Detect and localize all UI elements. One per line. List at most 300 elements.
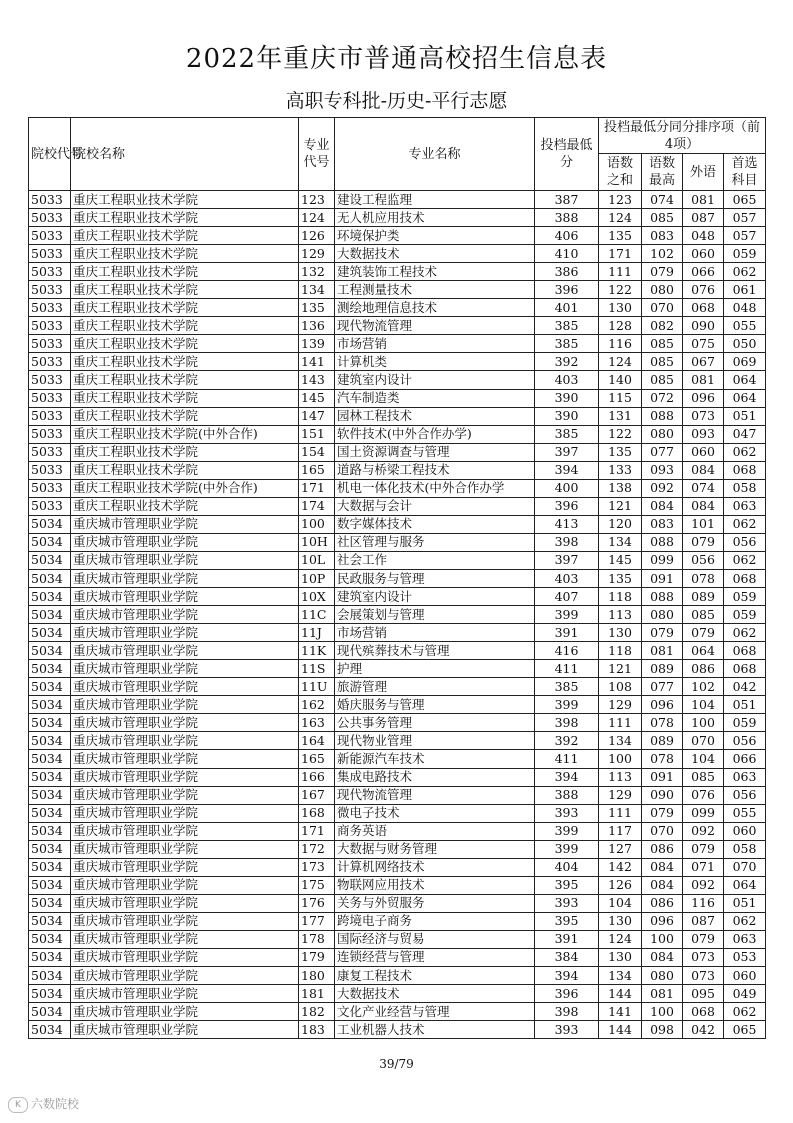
cell-foreign-lang: 104 bbox=[683, 696, 724, 714]
table-row bbox=[29, 407, 766, 425]
table-row bbox=[29, 786, 766, 804]
cell-school-code: 5033 bbox=[29, 425, 71, 443]
cell-major-name: 连锁经营与管理 bbox=[335, 948, 535, 966]
cell-chinese-math-sum: 111 bbox=[599, 804, 642, 822]
cell-major-name: 建筑室内设计 bbox=[335, 588, 535, 606]
cell-chinese-math-sum: 130 bbox=[599, 912, 642, 930]
cell-chinese-math-max: 070 bbox=[642, 299, 683, 317]
cell-first-elective: 066 bbox=[724, 750, 766, 768]
cell-school-name: 重庆城市管理职业学院 bbox=[71, 912, 299, 930]
cell-min-score: 407 bbox=[535, 588, 599, 606]
cell-major-code: 175 bbox=[299, 876, 335, 894]
cell-first-elective: 062 bbox=[724, 1003, 766, 1021]
cell-foreign-lang: 102 bbox=[683, 678, 724, 696]
cell-major-name: 社会工作 bbox=[335, 551, 535, 569]
cell-major-name: 环境保护类 bbox=[335, 227, 535, 245]
cell-chinese-math-max: 085 bbox=[642, 371, 683, 389]
cell-chinese-math-max: 079 bbox=[642, 263, 683, 281]
cell-chinese-math-max: 085 bbox=[642, 353, 683, 371]
cell-school-code: 5033 bbox=[29, 317, 71, 335]
cell-major-name: 建设工程监理 bbox=[335, 191, 535, 209]
cell-major-name: 大数据技术 bbox=[335, 245, 535, 263]
cell-min-score: 386 bbox=[535, 263, 599, 281]
cell-school-name: 重庆工程职业技术学院 bbox=[71, 191, 299, 209]
table-row bbox=[29, 948, 766, 966]
cell-chinese-math-max: 080 bbox=[642, 967, 683, 985]
cell-chinese-math-sum: 144 bbox=[599, 985, 642, 1003]
cell-min-score: 398 bbox=[535, 1003, 599, 1021]
cell-min-score: 403 bbox=[535, 569, 599, 587]
header-first-elective: 首选科目 bbox=[724, 154, 766, 191]
cell-chinese-math-max: 078 bbox=[642, 750, 683, 768]
cell-foreign-lang: 066 bbox=[683, 263, 724, 281]
cell-first-elective: 053 bbox=[724, 948, 766, 966]
cell-chinese-math-sum: 135 bbox=[599, 227, 642, 245]
cell-min-score: 385 bbox=[535, 335, 599, 353]
cell-major-name: 会展策划与管理 bbox=[335, 606, 535, 624]
cell-major-name: 民政服务与管理 bbox=[335, 569, 535, 587]
cell-min-score: 398 bbox=[535, 533, 599, 551]
cell-chinese-math-max: 084 bbox=[642, 948, 683, 966]
cell-major-code: 176 bbox=[299, 894, 335, 912]
cell-school-code: 5033 bbox=[29, 353, 71, 371]
cell-school-name: 重庆工程职业技术学院 bbox=[71, 443, 299, 461]
cell-first-elective: 061 bbox=[724, 281, 766, 299]
cell-school-name: 重庆城市管理职业学院 bbox=[71, 822, 299, 840]
cell-chinese-math-sum: 130 bbox=[599, 624, 642, 642]
cell-major-code: 123 bbox=[299, 191, 335, 209]
cell-school-name: 重庆城市管理职业学院 bbox=[71, 624, 299, 642]
cell-min-score: 411 bbox=[535, 660, 599, 678]
cell-major-name: 建筑装饰工程技术 bbox=[335, 263, 535, 281]
cell-school-name: 重庆城市管理职业学院 bbox=[71, 696, 299, 714]
cell-min-score: 413 bbox=[535, 515, 599, 533]
cell-chinese-math-sum: 138 bbox=[599, 479, 642, 497]
cell-chinese-math-max: 084 bbox=[642, 497, 683, 515]
cell-foreign-lang: 076 bbox=[683, 786, 724, 804]
cell-min-score: 395 bbox=[535, 912, 599, 930]
cell-foreign-lang: 100 bbox=[683, 714, 724, 732]
cell-first-elective: 056 bbox=[724, 786, 766, 804]
cell-school-code: 5034 bbox=[29, 750, 71, 768]
cell-chinese-math-max: 080 bbox=[642, 425, 683, 443]
cell-foreign-lang: 079 bbox=[683, 624, 724, 642]
cell-chinese-math-max: 091 bbox=[642, 569, 683, 587]
cell-first-elective: 056 bbox=[724, 533, 766, 551]
cell-major-name: 微电子技术 bbox=[335, 804, 535, 822]
cell-min-score: 394 bbox=[535, 967, 599, 985]
cell-first-elective: 058 bbox=[724, 479, 766, 497]
cell-chinese-math-max: 082 bbox=[642, 317, 683, 335]
cell-min-score: 385 bbox=[535, 425, 599, 443]
cell-first-elective: 048 bbox=[724, 299, 766, 317]
cell-chinese-math-sum: 124 bbox=[599, 930, 642, 948]
cell-chinese-math-sum: 140 bbox=[599, 371, 642, 389]
cell-chinese-math-sum: 128 bbox=[599, 317, 642, 335]
cell-school-code: 5033 bbox=[29, 245, 71, 263]
table-row bbox=[29, 840, 766, 858]
cell-school-name: 重庆工程职业技术学院(中外合作) bbox=[71, 479, 299, 497]
cell-major-code: 11U bbox=[299, 678, 335, 696]
cell-school-name: 重庆工程职业技术学院 bbox=[71, 263, 299, 281]
cell-first-elective: 050 bbox=[724, 335, 766, 353]
table-row bbox=[29, 660, 766, 678]
cell-major-code: 11S bbox=[299, 660, 335, 678]
cell-major-name: 道路与桥梁工程技术 bbox=[335, 461, 535, 479]
cell-major-name: 婚庆服务与管理 bbox=[335, 696, 535, 714]
cell-school-code: 5033 bbox=[29, 263, 71, 281]
cell-major-name: 旅游管理 bbox=[335, 678, 535, 696]
cell-foreign-lang: 085 bbox=[683, 606, 724, 624]
cell-chinese-math-sum: 122 bbox=[599, 425, 642, 443]
cell-major-code: 134 bbox=[299, 281, 335, 299]
cell-min-score: 394 bbox=[535, 461, 599, 479]
table-row bbox=[29, 642, 766, 660]
cell-chinese-math-max: 096 bbox=[642, 696, 683, 714]
cell-chinese-math-max: 084 bbox=[642, 858, 683, 876]
cell-school-code: 5034 bbox=[29, 696, 71, 714]
cell-foreign-lang: 048 bbox=[683, 227, 724, 245]
cell-major-name: 国际经济与贸易 bbox=[335, 930, 535, 948]
cell-chinese-math-sum: 121 bbox=[599, 497, 642, 515]
cell-chinese-math-sum: 123 bbox=[599, 191, 642, 209]
cell-major-name: 汽车制造类 bbox=[335, 389, 535, 407]
cell-school-name: 重庆城市管理职业学院 bbox=[71, 967, 299, 985]
cell-chinese-math-max: 100 bbox=[642, 1003, 683, 1021]
corner-watermark bbox=[8, 1095, 79, 1113]
cell-school-name: 重庆城市管理职业学院 bbox=[71, 894, 299, 912]
cell-major-code: 163 bbox=[299, 714, 335, 732]
cell-major-code: 174 bbox=[299, 497, 335, 515]
cell-chinese-math-sum: 100 bbox=[599, 750, 642, 768]
cell-school-code: 5034 bbox=[29, 967, 71, 985]
cell-major-name: 工程测量技术 bbox=[335, 281, 535, 299]
cell-min-score: 397 bbox=[535, 443, 599, 461]
cell-foreign-lang: 056 bbox=[683, 551, 724, 569]
cell-foreign-lang: 076 bbox=[683, 281, 724, 299]
cell-foreign-lang: 101 bbox=[683, 515, 724, 533]
table-row bbox=[29, 317, 766, 335]
cell-first-elective: 068 bbox=[724, 642, 766, 660]
cell-major-code: 154 bbox=[299, 443, 335, 461]
cell-school-name: 重庆城市管理职业学院 bbox=[71, 588, 299, 606]
table-row bbox=[29, 606, 766, 624]
cell-foreign-lang: 089 bbox=[683, 588, 724, 606]
cell-foreign-lang: 079 bbox=[683, 533, 724, 551]
cell-foreign-lang: 074 bbox=[683, 479, 724, 497]
table-row bbox=[29, 263, 766, 281]
cell-min-score: 398 bbox=[535, 714, 599, 732]
table-row bbox=[29, 371, 766, 389]
cell-min-score: 395 bbox=[535, 876, 599, 894]
cell-first-elective: 063 bbox=[724, 930, 766, 948]
cell-major-code: 11J bbox=[299, 624, 335, 642]
cell-major-code: 124 bbox=[299, 209, 335, 227]
cell-first-elective: 062 bbox=[724, 443, 766, 461]
cell-foreign-lang: 060 bbox=[683, 245, 724, 263]
header-tiebreak-group: 投档最低分同分排序项（前4项） bbox=[599, 118, 766, 154]
cell-chinese-math-sum: 116 bbox=[599, 335, 642, 353]
cell-school-name: 重庆城市管理职业学院 bbox=[71, 660, 299, 678]
table-row bbox=[29, 443, 766, 461]
cell-chinese-math-max: 102 bbox=[642, 245, 683, 263]
cell-major-code: 171 bbox=[299, 479, 335, 497]
cell-major-name: 机电一体化技术(中外合作办学 bbox=[335, 479, 535, 497]
header-school-code: 院校代号 bbox=[29, 118, 71, 191]
cell-school-code: 5034 bbox=[29, 876, 71, 894]
cell-major-name: 公共事务管理 bbox=[335, 714, 535, 732]
cell-chinese-math-sum: 120 bbox=[599, 515, 642, 533]
cell-foreign-lang: 068 bbox=[683, 1003, 724, 1021]
cell-foreign-lang: 073 bbox=[683, 967, 724, 985]
cell-chinese-math-sum: 144 bbox=[599, 1021, 642, 1039]
cell-school-name: 重庆城市管理职业学院 bbox=[71, 768, 299, 786]
cell-first-elective: 051 bbox=[724, 407, 766, 425]
cell-school-code: 5033 bbox=[29, 281, 71, 299]
cell-chinese-math-sum: 111 bbox=[599, 263, 642, 281]
cell-min-score: 391 bbox=[535, 624, 599, 642]
cell-chinese-math-sum: 127 bbox=[599, 840, 642, 858]
cell-school-name: 重庆城市管理职业学院 bbox=[71, 930, 299, 948]
table-row bbox=[29, 425, 766, 443]
cell-foreign-lang: 099 bbox=[683, 804, 724, 822]
cell-school-code: 5034 bbox=[29, 732, 71, 750]
cell-major-code: 164 bbox=[299, 732, 335, 750]
cell-chinese-math-max: 079 bbox=[642, 624, 683, 642]
cell-major-code: 151 bbox=[299, 425, 335, 443]
cell-school-name: 重庆城市管理职业学院 bbox=[71, 840, 299, 858]
cell-school-name: 重庆城市管理职业学院 bbox=[71, 678, 299, 696]
table-row bbox=[29, 894, 766, 912]
cell-min-score: 401 bbox=[535, 299, 599, 317]
cell-chinese-math-max: 085 bbox=[642, 209, 683, 227]
table-row bbox=[29, 281, 766, 299]
table-row bbox=[29, 299, 766, 317]
table-row bbox=[29, 515, 766, 533]
table-row bbox=[29, 1003, 766, 1021]
cell-major-name: 新能源汽车技术 bbox=[335, 750, 535, 768]
cell-school-code: 5033 bbox=[29, 461, 71, 479]
cell-major-code: 167 bbox=[299, 786, 335, 804]
cell-school-name: 重庆城市管理职业学院 bbox=[71, 1003, 299, 1021]
cell-major-code: 11C bbox=[299, 606, 335, 624]
cell-first-elective: 064 bbox=[724, 371, 766, 389]
cell-first-elective: 060 bbox=[724, 822, 766, 840]
cell-school-code: 5033 bbox=[29, 407, 71, 425]
cell-school-code: 5033 bbox=[29, 389, 71, 407]
cell-major-code: 166 bbox=[299, 768, 335, 786]
cell-chinese-math-sum: 129 bbox=[599, 696, 642, 714]
cell-major-name: 文化产业经营与管理 bbox=[335, 1003, 535, 1021]
cell-min-score: 388 bbox=[535, 209, 599, 227]
cell-major-name: 集成电路技术 bbox=[335, 768, 535, 786]
cell-school-name: 重庆工程职业技术学院 bbox=[71, 497, 299, 515]
table-row bbox=[29, 912, 766, 930]
cell-first-elective: 055 bbox=[724, 804, 766, 822]
cell-foreign-lang: 095 bbox=[683, 985, 724, 1003]
cell-min-score: 392 bbox=[535, 732, 599, 750]
cell-major-code: 173 bbox=[299, 858, 335, 876]
cell-school-name: 重庆工程职业技术学院(中外合作) bbox=[71, 425, 299, 443]
cell-school-code: 5033 bbox=[29, 371, 71, 389]
cell-min-score: 393 bbox=[535, 894, 599, 912]
cell-school-code: 5034 bbox=[29, 786, 71, 804]
cell-chinese-math-sum: 117 bbox=[599, 822, 642, 840]
cell-school-name: 重庆城市管理职业学院 bbox=[71, 985, 299, 1003]
cell-school-code: 5034 bbox=[29, 660, 71, 678]
cell-major-name: 现代物流管理 bbox=[335, 786, 535, 804]
cell-school-code: 5033 bbox=[29, 443, 71, 461]
table-row bbox=[29, 804, 766, 822]
cell-min-score: 396 bbox=[535, 281, 599, 299]
cell-foreign-lang: 067 bbox=[683, 353, 724, 371]
cell-foreign-lang: 079 bbox=[683, 840, 724, 858]
cell-first-elective: 055 bbox=[724, 317, 766, 335]
cell-first-elective: 062 bbox=[724, 624, 766, 642]
cell-foreign-lang: 073 bbox=[683, 948, 724, 966]
cell-chinese-math-sum: 111 bbox=[599, 714, 642, 732]
admission-table bbox=[28, 117, 766, 1039]
cell-first-elective: 063 bbox=[724, 768, 766, 786]
cell-chinese-math-max: 080 bbox=[642, 606, 683, 624]
cell-foreign-lang: 042 bbox=[683, 1021, 724, 1039]
cell-school-name: 重庆工程职业技术学院 bbox=[71, 389, 299, 407]
cell-major-code: 136 bbox=[299, 317, 335, 335]
cell-major-code: 180 bbox=[299, 967, 335, 985]
cell-chinese-math-sum: 124 bbox=[599, 209, 642, 227]
cell-major-code: 165 bbox=[299, 750, 335, 768]
cell-chinese-math-sum: 133 bbox=[599, 461, 642, 479]
cell-first-elective: 059 bbox=[724, 606, 766, 624]
cell-first-elective: 058 bbox=[724, 840, 766, 858]
cell-major-name: 现代殡葬技术与管理 bbox=[335, 642, 535, 660]
cell-min-score: 399 bbox=[535, 840, 599, 858]
table-row bbox=[29, 1021, 766, 1039]
cell-first-elective: 068 bbox=[724, 461, 766, 479]
cell-chinese-math-sum: 141 bbox=[599, 1003, 642, 1021]
cell-school-code: 5034 bbox=[29, 624, 71, 642]
cell-chinese-math-max: 088 bbox=[642, 588, 683, 606]
cell-school-code: 5033 bbox=[29, 227, 71, 245]
cell-first-elective: 068 bbox=[724, 660, 766, 678]
cell-first-elective: 059 bbox=[724, 588, 766, 606]
table-row bbox=[29, 497, 766, 515]
cell-chinese-math-sum: 113 bbox=[599, 606, 642, 624]
cell-foreign-lang: 079 bbox=[683, 930, 724, 948]
table-row bbox=[29, 822, 766, 840]
cell-min-score: 384 bbox=[535, 948, 599, 966]
cell-first-elective: 057 bbox=[724, 227, 766, 245]
cell-school-name: 重庆城市管理职业学院 bbox=[71, 876, 299, 894]
cell-min-score: 393 bbox=[535, 804, 599, 822]
cell-school-code: 5034 bbox=[29, 551, 71, 569]
cell-major-code: 139 bbox=[299, 335, 335, 353]
cell-foreign-lang: 068 bbox=[683, 299, 724, 317]
cell-school-code: 5034 bbox=[29, 1003, 71, 1021]
cell-school-name: 重庆工程职业技术学院 bbox=[71, 371, 299, 389]
cell-foreign-lang: 087 bbox=[683, 209, 724, 227]
cell-school-name: 重庆城市管理职业学院 bbox=[71, 714, 299, 732]
cell-major-code: 168 bbox=[299, 804, 335, 822]
table-row bbox=[29, 930, 766, 948]
cell-min-score: 396 bbox=[535, 985, 599, 1003]
cell-foreign-lang: 081 bbox=[683, 191, 724, 209]
table-row bbox=[29, 714, 766, 732]
cell-major-code: 135 bbox=[299, 299, 335, 317]
cell-first-elective: 063 bbox=[724, 497, 766, 515]
cell-major-name: 建筑室内设计 bbox=[335, 371, 535, 389]
cell-chinese-math-max: 098 bbox=[642, 1021, 683, 1039]
header-foreign-lang: 外语 bbox=[683, 154, 724, 191]
cell-school-code: 5034 bbox=[29, 948, 71, 966]
cell-chinese-math-sum: 142 bbox=[599, 858, 642, 876]
cell-major-code: 172 bbox=[299, 840, 335, 858]
cell-foreign-lang: 060 bbox=[683, 443, 724, 461]
cell-min-score: 410 bbox=[535, 245, 599, 263]
cell-school-code: 5034 bbox=[29, 768, 71, 786]
cell-major-name: 数字媒体技术 bbox=[335, 515, 535, 533]
cell-school-code: 5034 bbox=[29, 822, 71, 840]
cell-chinese-math-max: 086 bbox=[642, 840, 683, 858]
cell-school-code: 5034 bbox=[29, 533, 71, 551]
table-row bbox=[29, 479, 766, 497]
cell-chinese-math-max: 080 bbox=[642, 281, 683, 299]
cell-major-code: 10L bbox=[299, 551, 335, 569]
table-row bbox=[29, 750, 766, 768]
cell-school-code: 5033 bbox=[29, 335, 71, 353]
cell-school-name: 重庆城市管理职业学院 bbox=[71, 533, 299, 551]
cell-foreign-lang: 070 bbox=[683, 732, 724, 750]
cell-min-score: 396 bbox=[535, 497, 599, 515]
cell-school-code: 5034 bbox=[29, 569, 71, 587]
cell-min-score: 397 bbox=[535, 551, 599, 569]
cell-school-name: 重庆城市管理职业学院 bbox=[71, 804, 299, 822]
cell-major-code: 143 bbox=[299, 371, 335, 389]
cell-first-elective: 065 bbox=[724, 191, 766, 209]
cell-school-code: 5034 bbox=[29, 642, 71, 660]
cell-major-code: 183 bbox=[299, 1021, 335, 1039]
cell-school-code: 5034 bbox=[29, 1021, 71, 1039]
cell-school-name: 重庆工程职业技术学院 bbox=[71, 245, 299, 263]
cell-min-score: 399 bbox=[535, 822, 599, 840]
cell-foreign-lang: 086 bbox=[683, 660, 724, 678]
cell-chinese-math-max: 072 bbox=[642, 389, 683, 407]
cell-chinese-math-max: 074 bbox=[642, 191, 683, 209]
cell-foreign-lang: 087 bbox=[683, 912, 724, 930]
table-row bbox=[29, 227, 766, 245]
table-row bbox=[29, 551, 766, 569]
cell-chinese-math-sum: 118 bbox=[599, 642, 642, 660]
cell-chinese-math-max: 081 bbox=[642, 985, 683, 1003]
table-row bbox=[29, 678, 766, 696]
cell-first-elective: 062 bbox=[724, 263, 766, 281]
cell-chinese-math-sum: 131 bbox=[599, 407, 642, 425]
table-row bbox=[29, 768, 766, 786]
cell-major-name: 计算机类 bbox=[335, 353, 535, 371]
cell-major-name: 工业机器人技术 bbox=[335, 1021, 535, 1039]
cell-school-name: 重庆城市管理职业学院 bbox=[71, 1021, 299, 1039]
cell-foreign-lang: 084 bbox=[683, 461, 724, 479]
table-row bbox=[29, 732, 766, 750]
cell-chinese-math-max: 077 bbox=[642, 443, 683, 461]
cell-major-code: 162 bbox=[299, 696, 335, 714]
cell-major-code: 182 bbox=[299, 1003, 335, 1021]
cell-major-name: 大数据与会计 bbox=[335, 497, 535, 515]
cell-first-elective: 064 bbox=[724, 876, 766, 894]
cell-school-code: 5034 bbox=[29, 840, 71, 858]
table-row bbox=[29, 876, 766, 894]
cell-first-elective: 060 bbox=[724, 967, 766, 985]
